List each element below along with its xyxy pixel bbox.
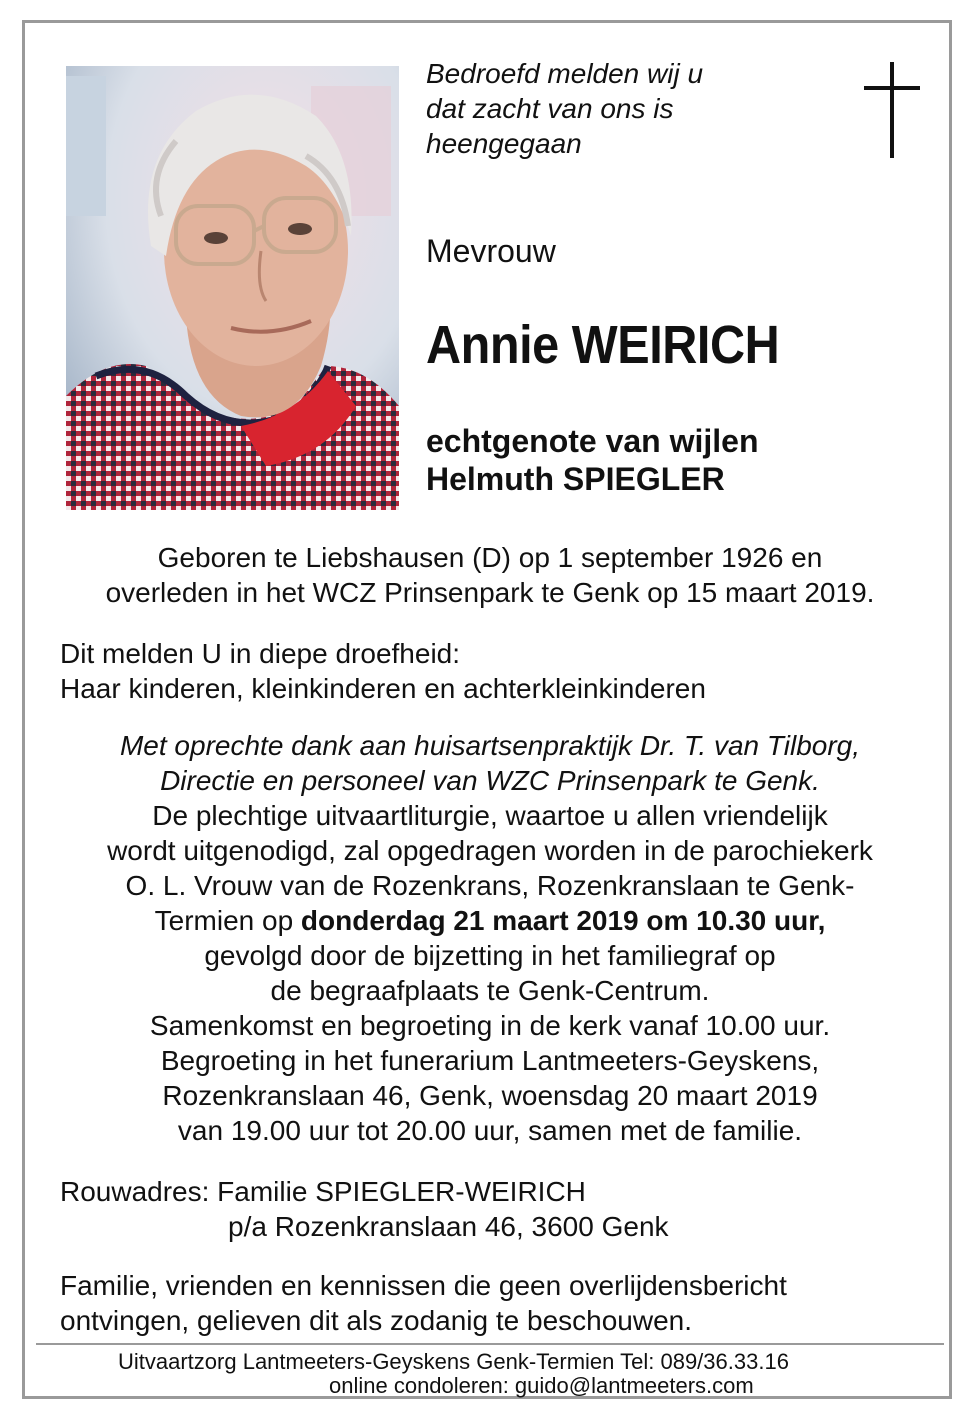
service-info xyxy=(30,728,950,1148)
service-line: Rozenkranslaan 46, Genk, woensdag 20 maart 2019 xyxy=(162,1080,818,1111)
salutation: Mevrouw xyxy=(426,233,556,269)
spouse-name: Helmuth SPIEGLER xyxy=(426,461,725,497)
service-line: De plechtige uitvaartliturgie, waartoe u allen vriendelijk xyxy=(152,800,828,831)
announcement xyxy=(60,636,706,706)
announce-line: Dit melden U in diepe droefheid: xyxy=(60,638,461,669)
cross-icon xyxy=(862,62,922,162)
service-line: O. L. Vrouw van de Rozenkrans, Rozenkranslaan te Genk- xyxy=(125,870,855,901)
service-line: wordt uitgenodigd, zal opgedragen worden in de parochiekerk xyxy=(107,835,873,866)
service-datetime: donderdag 21 maart 2019 om 10.30 uur, xyxy=(300,905,826,936)
service-line: de begraafplaats te Genk-Centrum. xyxy=(270,975,710,1006)
funeral-home-contact: Uitvaartzorg Lantmeeters-Geyskens Genk-Termien Tel: 089/36.33.16 xyxy=(118,1349,789,1374)
service-line: van 19.00 uur tot 20.00 uur, samen met de familie. xyxy=(177,1115,803,1146)
address-street: p/a Rozenkranslaan 46, 3600 Genk xyxy=(228,1211,669,1242)
service-line: Samenkomst en begroeting in de kerk vanaf 10.00 uur. xyxy=(149,1010,831,1041)
mourning-address xyxy=(60,1174,669,1244)
service-datetime-line xyxy=(30,903,950,938)
service-prefix: Termien op xyxy=(154,905,301,936)
service-line: gevolgd door de bijzetting in het familiegraf op xyxy=(204,940,776,971)
birth-line: Geboren te Liebshausen (D) op 1 september 1926 en xyxy=(157,542,823,573)
thanks-line: Met oprechte dank aan huisartsenpraktijk Dr. T. van Tilborg, xyxy=(119,730,861,761)
online-condolence: online condoleren: guido@lantmeeters.com xyxy=(329,1373,754,1398)
note-line: Familie, vrienden en kennissen die geen overlijdensbericht xyxy=(60,1270,787,1301)
portrait-photo xyxy=(66,66,399,510)
spouse-label: echtgenote van wijlen xyxy=(426,423,759,459)
death-line: overleden in het WCZ Prinsenpark te Genk op 15 maart 2019. xyxy=(105,577,875,608)
notice-note xyxy=(60,1268,787,1338)
birth-death-info xyxy=(30,540,950,610)
address-family: Rouwadres: Familie SPIEGLER-WEIRICH xyxy=(60,1176,586,1207)
note-line: ontvingen, gelieven dit als zodanig te beschouwen. xyxy=(60,1305,692,1336)
service-line: Begroeting in het funerarium Lantmeeters-Geyskens, xyxy=(160,1045,820,1076)
footer-divider xyxy=(36,1343,944,1345)
family-line: Haar kinderen, kleinkinderen en achterkleinkinderen xyxy=(60,673,706,704)
thanks-line: Directie en personeel van WZC Prinsenpark te Genk. xyxy=(160,765,820,796)
deceased-name: Annie WEIRICH xyxy=(426,315,780,375)
intro-text: Bedroefd melden wij u dat zacht van ons is heengegaan xyxy=(426,58,704,159)
